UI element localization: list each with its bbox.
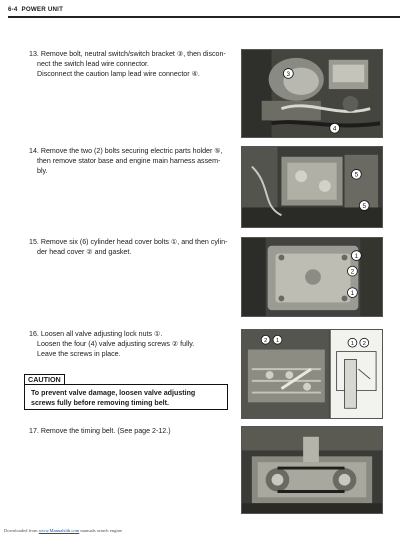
engine-photo-step-15 [241, 237, 383, 317]
engine-photo-step-14 [241, 146, 383, 228]
step-17 [29, 426, 234, 436]
step-15 [29, 237, 234, 257]
engine-photo-step-17 [241, 426, 383, 514]
caution-text-line: screws fully before removing timing belt. [31, 399, 169, 407]
callout-label: 1 [275, 337, 280, 344]
caution-box [24, 384, 228, 410]
step-text-line: 13. Remove bolt, neutral switch/switch bracket ③, then discon- [29, 50, 226, 58]
step-text-line: then remove stator base and engine main harness assem- [37, 157, 221, 166]
step-text-line: 14. Remove the two (2) bolts securing electric parts holder ⑤, [29, 147, 223, 155]
callout-label: 1 [350, 340, 355, 347]
step-text-line: der head cover ② and gasket. [37, 248, 132, 257]
caution-label: CAUTION [24, 374, 65, 385]
step-text-line: 17. Remove the timing belt. (See page 2-12.) [29, 427, 171, 435]
header-text [8, 6, 63, 13]
callout-label: 2 [350, 268, 355, 276]
page-header [8, 6, 408, 20]
caution-text-line: To prevent valve damage, loosen valve adjusting [31, 389, 196, 397]
callout-label: 2 [264, 337, 268, 344]
step-text-line: Loosen the four (4) valve adjusting screws ② fully. [37, 340, 195, 349]
callout-label: 1 [354, 253, 359, 260]
footer-link[interactable]: www.Manualslib.com [38, 528, 80, 533]
step-text-line: Leave the screws in place. [37, 350, 121, 359]
step-13 [29, 49, 234, 80]
callout-label: 3 [286, 70, 291, 78]
step-text-line: Disconnect the caution lamp lead wire connector ④. [37, 70, 200, 79]
callout-label: 5 [354, 171, 359, 179]
footer-suffix: manuals search engine [80, 528, 122, 533]
step-text-line: 16. Loosen all valve adjusting lock nuts ①. [29, 330, 163, 338]
step-16 [29, 329, 234, 360]
section-title: POWER UNIT [21, 6, 64, 13]
footer-prefix: Downloaded from [4, 528, 38, 533]
page-footer [4, 528, 122, 533]
step-14 [29, 146, 234, 177]
page-number: 6-4 [8, 6, 18, 13]
callout-label: 5 [362, 203, 367, 210]
callout-label: 4 [332, 125, 337, 133]
engine-photo-step-13 [241, 49, 383, 138]
step-text-line: nect the switch lead wire connector. [37, 60, 149, 69]
header-rule [8, 16, 400, 18]
step-text-line: 15. Remove six (6) cylinder head cover bolts ①, and then cylin- [29, 238, 228, 246]
engine-photo-step-16 [241, 329, 383, 419]
callout-label: 1 [350, 290, 355, 298]
callout-label: 2 [362, 340, 366, 347]
step-text-line: bly. [37, 167, 48, 176]
